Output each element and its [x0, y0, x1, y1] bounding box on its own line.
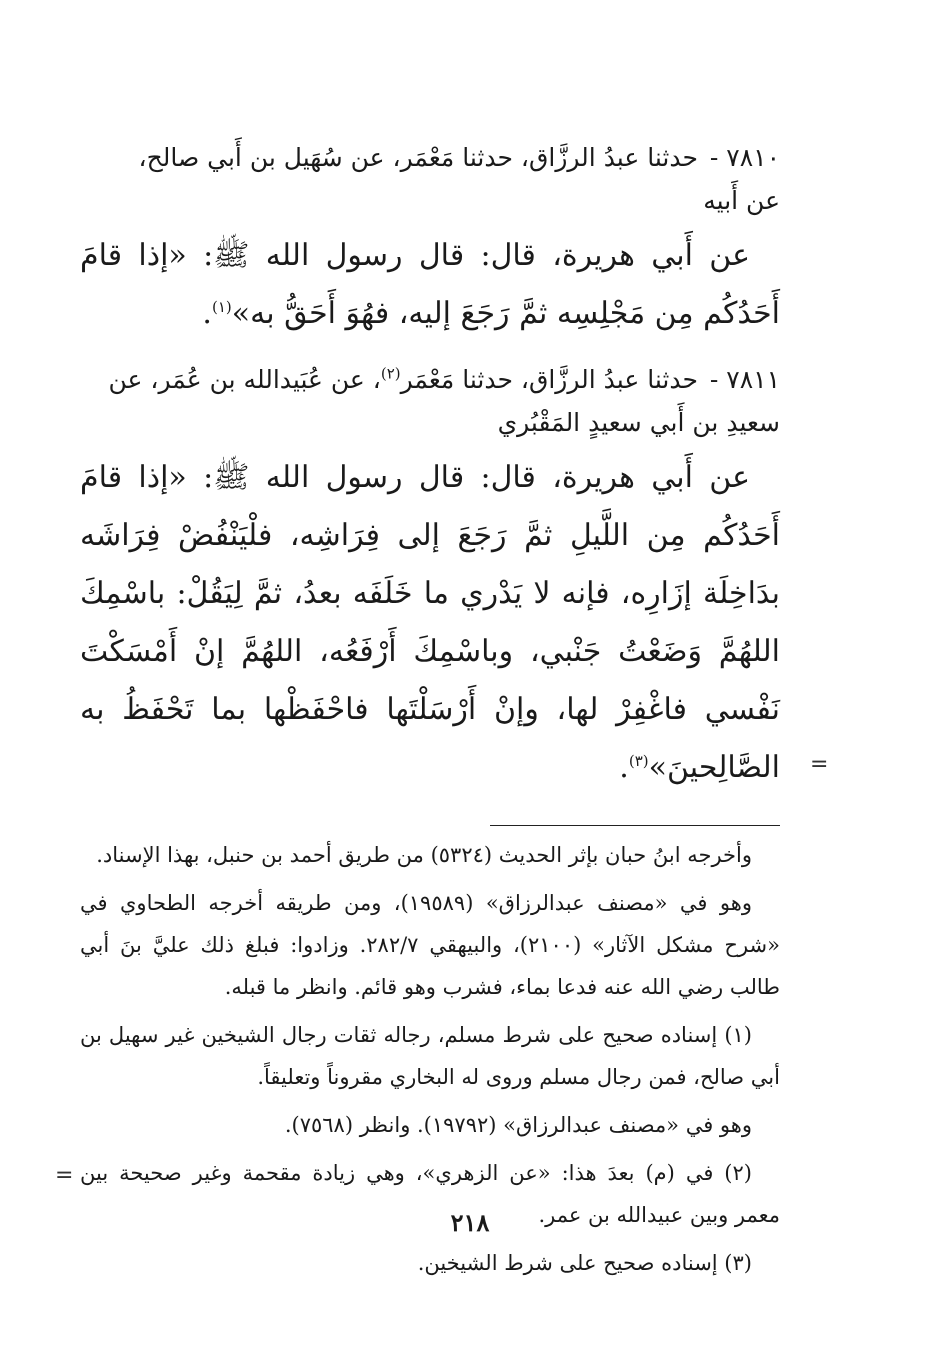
hadith-matn: عن أَبي هريرة، قال: قال رسول الله ﷺ: «إذا قامَ أَحَدُكُم مِن اللَّيلِ ثمَّ رَجَعَ إلى فِرَاشِه، فلْيَنْفُضْ فِرَاشَه بدَاخِلَة إزَارِه، فإنه لا يَدْري ما خَلَفَه بعدُ، ثمَّ لِيَقُلْ: باسْمِكَ اللهُمَّ وَضَعْتُ جَنْبي، وباسْمِكَ أَرْفَعُه، اللهُمَّ إنْ أَمْسَكْتَ نَفْسي فاغْفِرْ لها، وإنْ أَرْسَلْتَها فاحْفَظْها بما تَحْفَظُ به الصَّالِحينَ»$^{(٣)}$.: [80, 460, 780, 785]
hadith-number: ٧٨١٠ -: [709, 143, 780, 172]
hadith-isnad: [80, 357, 780, 403]
footnote: (١) إسناده صحيح على شرط مسلم، رجاله ثقات رجال الشيخين غير سهيل بن أبي صالح، فمن رجال مسلم وروى له البخاري مقروناً وتعليقاً.: [80, 1023, 780, 1089]
footnote-divider: [490, 825, 780, 826]
hadith-matn: عن أَبي هريرة، قال: قال رسول الله ﷺ: «إذا قامَ أَحَدُكُم مِن مَجْلِسِه ثمَّ رَجَعَ إليه، فهُوَ أَحَقُّ به»$^{(١)}$.: [80, 238, 780, 331]
footnote: (٢) في (م) بعدَ هذا: «عن الزهري»، وهي زيادة مقحمة وغير صحيحة بين معمر وبين عبيدالله بن عمر.: [80, 1161, 780, 1227]
footnote: (٣) إسناده صحيح على شرط الشيخين.: [417, 1251, 752, 1275]
footnote: وأخرجه ابنُ حبان بإثر الحديث (٥٣٢٤) من طريق أحمد بن حنبل، بهذا الإسناد.: [96, 843, 752, 867]
footnote: وهو في «مصنف عبدالرزاق» (١٩٥٨٩)، ومن طريقه أخرجه الطحاوي في «شرح مشكل الآثار» (٢١٠٠)، والبيهقي ٢٨٢/٧. وزادوا: فبلغ ذلك عليَّ بنَ أبي طالب رضي الله عنه فدعا بماء، فشرب وهو قائم. وانظر ما قبله.: [80, 891, 780, 999]
isnad-text: حدثنا عبدُ الرزَّاق، حدثنا مَعْمَر، عن سُهَيل بن أَبي صالح،: [138, 143, 698, 172]
footnote-ref: (٢): [380, 364, 401, 383]
continuation-marker: =: [810, 752, 829, 777]
page-body: [80, 135, 780, 1290]
footnote-ref: (٣): [628, 752, 649, 770]
footnote-ref: (١): [211, 298, 232, 316]
matn-text: عن أَبي هريرة، قال: قال رسول الله ﷺ: «إذا قامَ أَحَدُكُم مِن مَجْلِسِه ثمَّ رَجَعَ إليه، فهُوَ أَحَقُّ به»: [80, 238, 780, 331]
hadith-7810: [80, 135, 780, 343]
hadith-number: ٧٨١١ -: [709, 365, 780, 394]
page-number: ٢١٨: [450, 1208, 490, 1237]
hadith-isnad: [80, 135, 780, 181]
hadith-7811: [80, 357, 780, 797]
isnad-text-rest: ، عن عُبَيدالله بن عُمَر، عن: [108, 365, 381, 394]
footnote: وهو في «مصنف عبدالرزاق» (١٩٧٩٢). وانظر (٧٥٦٨).: [284, 1113, 752, 1137]
isnad-tail: سعيدِ بن أَبي سعيدٍ المَقْبُري: [497, 408, 780, 437]
continuation-marker: =: [55, 1163, 74, 1188]
isnad-tail: عن أَبيه: [703, 186, 780, 215]
matn-text: عن أَبي هريرة، قال: قال رسول الله ﷺ: «إذا قامَ أَحَدُكُم مِن اللَّيلِ ثمَّ رَجَعَ إلى فِرَاشِه، فلْيَنْفُضْ فِرَاشَه بدَاخِلَة إزَارِه، فإنه لا يَدْري ما خَلَفَه بعدُ، ثمَّ لِيَقُلْ: باسْمِكَ اللهُمَّ وَضَعْتُ جَنْبي، وباسْمِكَ أَرْفَعُه، اللهُمَّ إنْ أَمْسَكْتَ نَفْسي فاغْفِرْ لها، وإنْ أَرْسَلْتَها فاحْفَظْها بما تَحْفَظُ به الصَّالِحينَ»: [80, 460, 780, 785]
isnad-text: حدثنا عبدُ الرزَّاق، حدثنا مَعْمَر: [400, 365, 698, 394]
